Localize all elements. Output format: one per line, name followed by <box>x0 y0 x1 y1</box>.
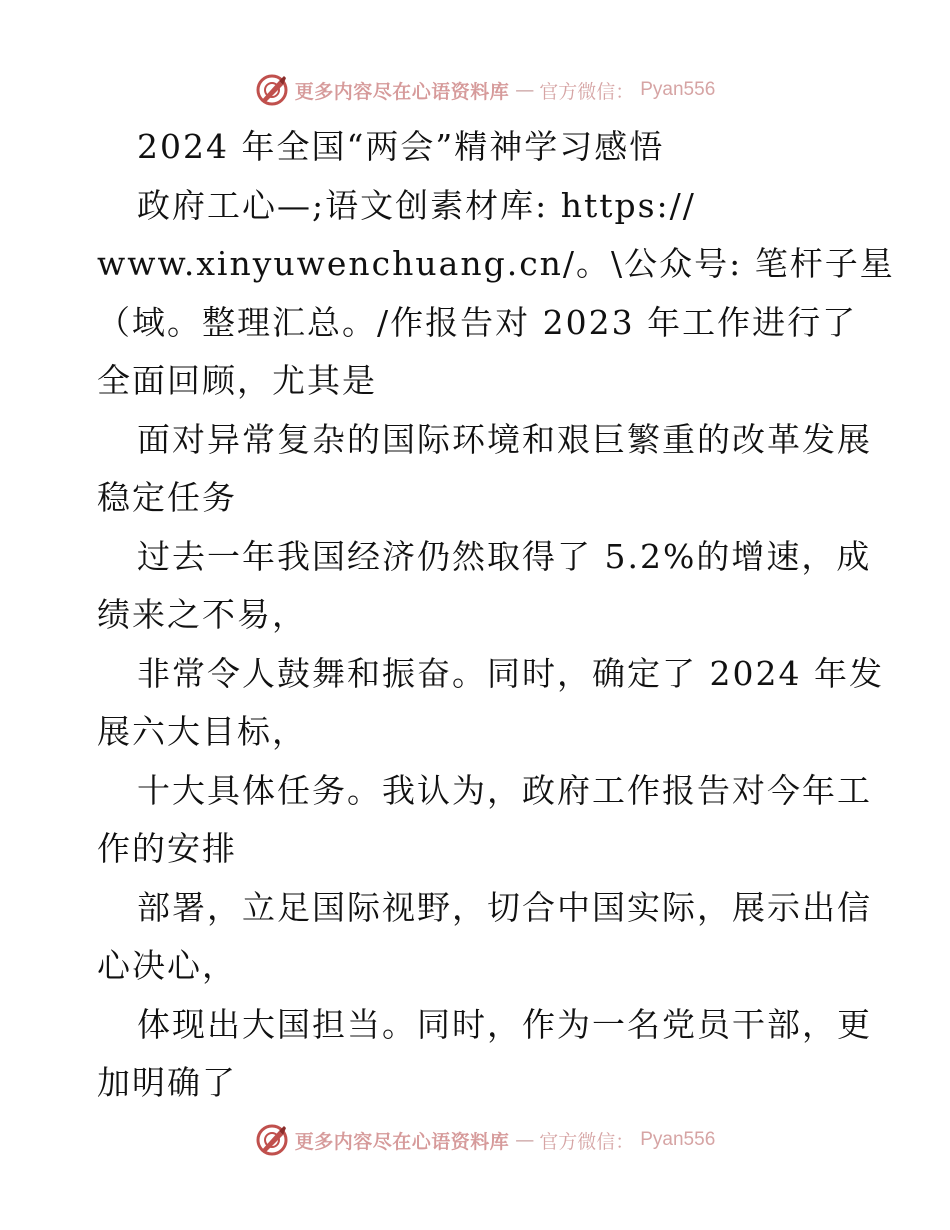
text-line: www.xinyuwenchuang.cn/。\公众号: 笔杆子星 <box>97 244 895 283</box>
watermark-text: 更多内容尽在心语资料库 <box>294 80 510 103</box>
watermark-wechat-id: Pyan556 <box>640 79 716 100</box>
watermark-wechat-label: 官方微信： <box>539 80 635 103</box>
header-watermark-group <box>255 73 716 107</box>
pen-logo-icon <box>255 73 289 107</box>
footer-watermark <box>0 1120 950 1160</box>
text-line: 心决心， <box>97 946 237 985</box>
text-line: （域。整理汇总。/作报告对 2023 年工作进行了 <box>97 302 858 342</box>
footer-watermark-group <box>255 1123 716 1157</box>
watermark-text: 更多内容尽在心语资料库 <box>294 1130 510 1153</box>
text-line: 非常令人鼓舞和振奋。同时，确定了 2024 年发 <box>137 653 884 693</box>
watermark-wechat-label: 官方微信： <box>539 1130 635 1153</box>
text-line: 过去一年我国经济仍然取得了 5.2%的增速，成 <box>137 536 872 576</box>
text-line: 部署，立足国际视野，切合中国实际，展示出信 <box>137 887 872 927</box>
text-line: 展六大目标， <box>97 712 307 751</box>
header-watermark <box>0 70 950 110</box>
watermark-separator: — <box>515 79 534 101</box>
pen-logo-icon <box>255 1123 289 1157</box>
watermark-wechat-id: Pyan556 <box>640 1129 716 1150</box>
watermark-separator: — <box>515 1129 534 1151</box>
text-line: 作的安排 <box>97 829 237 868</box>
text-line: 绩来之不易， <box>97 595 307 634</box>
text-line: 政府工心—;语文创素材库: https:// <box>137 185 696 225</box>
document-body <box>97 118 895 1113</box>
text-line: 加明确了 <box>97 1063 237 1102</box>
text-line: 全面回顾，尤其是 <box>97 361 377 400</box>
text-line: 稳定任务 <box>97 478 237 517</box>
text-line: 体现出大国担当。同时，作为一名党员干部，更 <box>137 1004 872 1044</box>
document-title: 2024 年全国“两会”精神学习感悟 <box>137 127 665 166</box>
text-line: 面对异常复杂的国际环境和艰巨繁重的改革发展 <box>137 419 872 459</box>
text-line: 十大具体任务。我认为，政府工作报告对今年工 <box>137 770 872 810</box>
